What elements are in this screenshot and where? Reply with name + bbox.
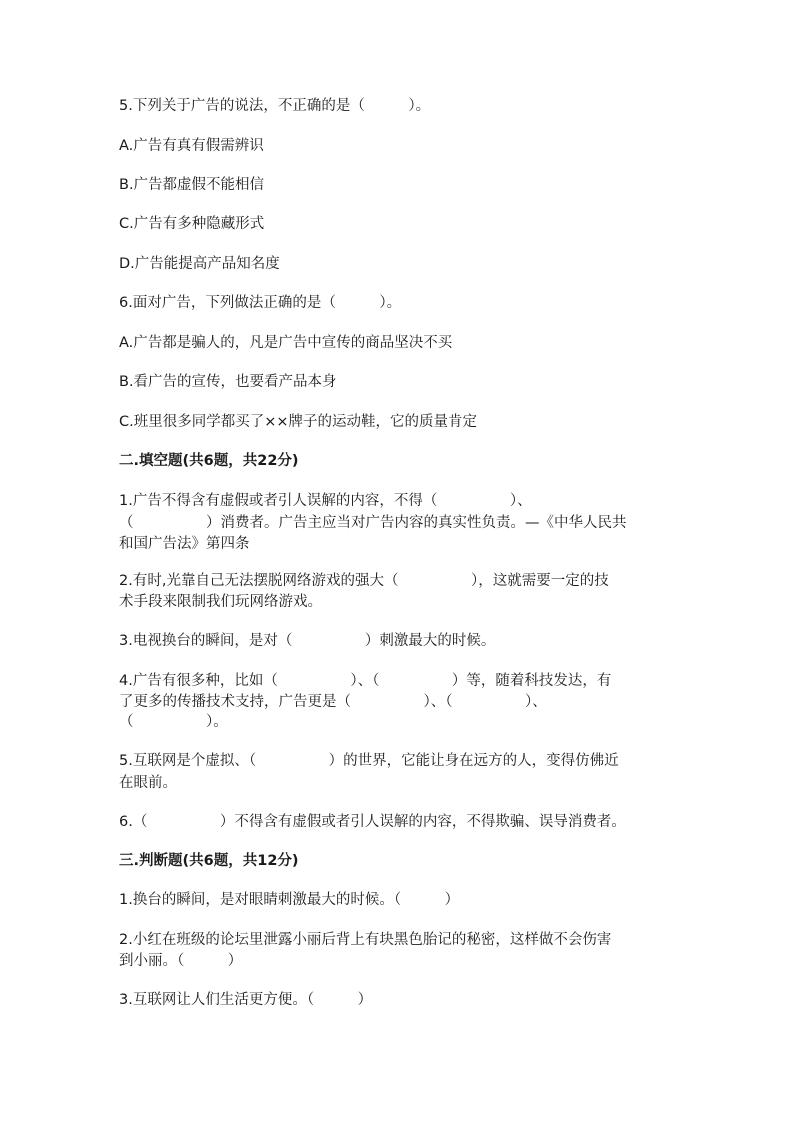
question-6-stem: 6.面对广告，下列做法正确的是（ ）。: [119, 295, 402, 311]
question-5-option-a: A.广告有真有假需辨识: [119, 138, 264, 154]
judge-question-2-line-1: 2.小红在班级的论坛里泄露小丽后背上有块黑色胎记的秘密，这样做不会伤害: [119, 932, 612, 948]
fill-question-3: 3.电视换台的瞬间，是对（ ）刺激最大的时候。: [119, 633, 496, 649]
section-heading-judgement: 三.判断题(共6题，共12分): [119, 853, 299, 869]
judge-question-2-line-2: 到小丽。（ ）: [119, 953, 243, 969]
fill-question-4-line-1: 4.广告有很多种，比如（ ）、（ ）等，随着科技发达，有: [119, 673, 612, 689]
question-5-option-d: D.广告能提高产品知名度: [119, 256, 280, 272]
question-5-option-b: B.广告都虚假不能相信: [119, 177, 265, 193]
fill-question-1-line-1: 1.广告不得含有虚假或者引人误解的内容，不得（ ）、: [119, 493, 532, 509]
fill-question-6: 6.（ ）不得含有虚假或者引人误解的内容，不得欺骗、误导消费者。: [119, 814, 626, 830]
fill-question-4-line-2: 了更多的传播技术支持，广告更是（ ）、（ ）、: [119, 694, 547, 710]
fill-question-2-line-1: 2.有时,光靠自己无法摆脱网络游戏的强大（ ），这就需要一定的技: [119, 573, 609, 589]
section-heading-fill-blank: 二.填空题(共6题，共22分): [119, 453, 299, 469]
judge-question-3: 3.互联网让人们生活更方便。（ ）: [119, 992, 373, 1008]
fill-question-1-line-3: 和国广告法》第四条: [119, 536, 250, 552]
fill-question-5-line-2: 在眼前。: [119, 775, 177, 791]
question-5-stem: 5.下列关于广告的说法，不正确的是（ ）。: [119, 98, 431, 114]
fill-question-4-line-3: （ ）。: [119, 714, 228, 730]
question-6-option-c: C.班里很多同学都买了××牌子的运动鞋，它的质量肯定: [119, 414, 478, 430]
fill-question-5-line-1: 5.互联网是个虚拟、（ ）的世界，它能让身在远方的人，变得仿佛近: [119, 753, 619, 769]
question-6-option-a: A.广告都是骗人的，凡是广告中宣传的商品坚决不买: [119, 335, 453, 351]
question-6-option-b: B.看广告的宣传，也要看产品本身: [119, 374, 337, 390]
fill-question-2-line-2: 术手段来限制我们玩网络游戏。: [119, 594, 322, 610]
question-5-option-c: C.广告有多种隐藏形式: [119, 216, 265, 232]
fill-question-1-line-2: （ ）消费者。广告主应当对广告内容的真实性负责。—《中华人民共: [119, 515, 627, 531]
judge-question-1: 1.换台的瞬间，是对眼睛刺激最大的时候。（ ）: [119, 892, 460, 908]
